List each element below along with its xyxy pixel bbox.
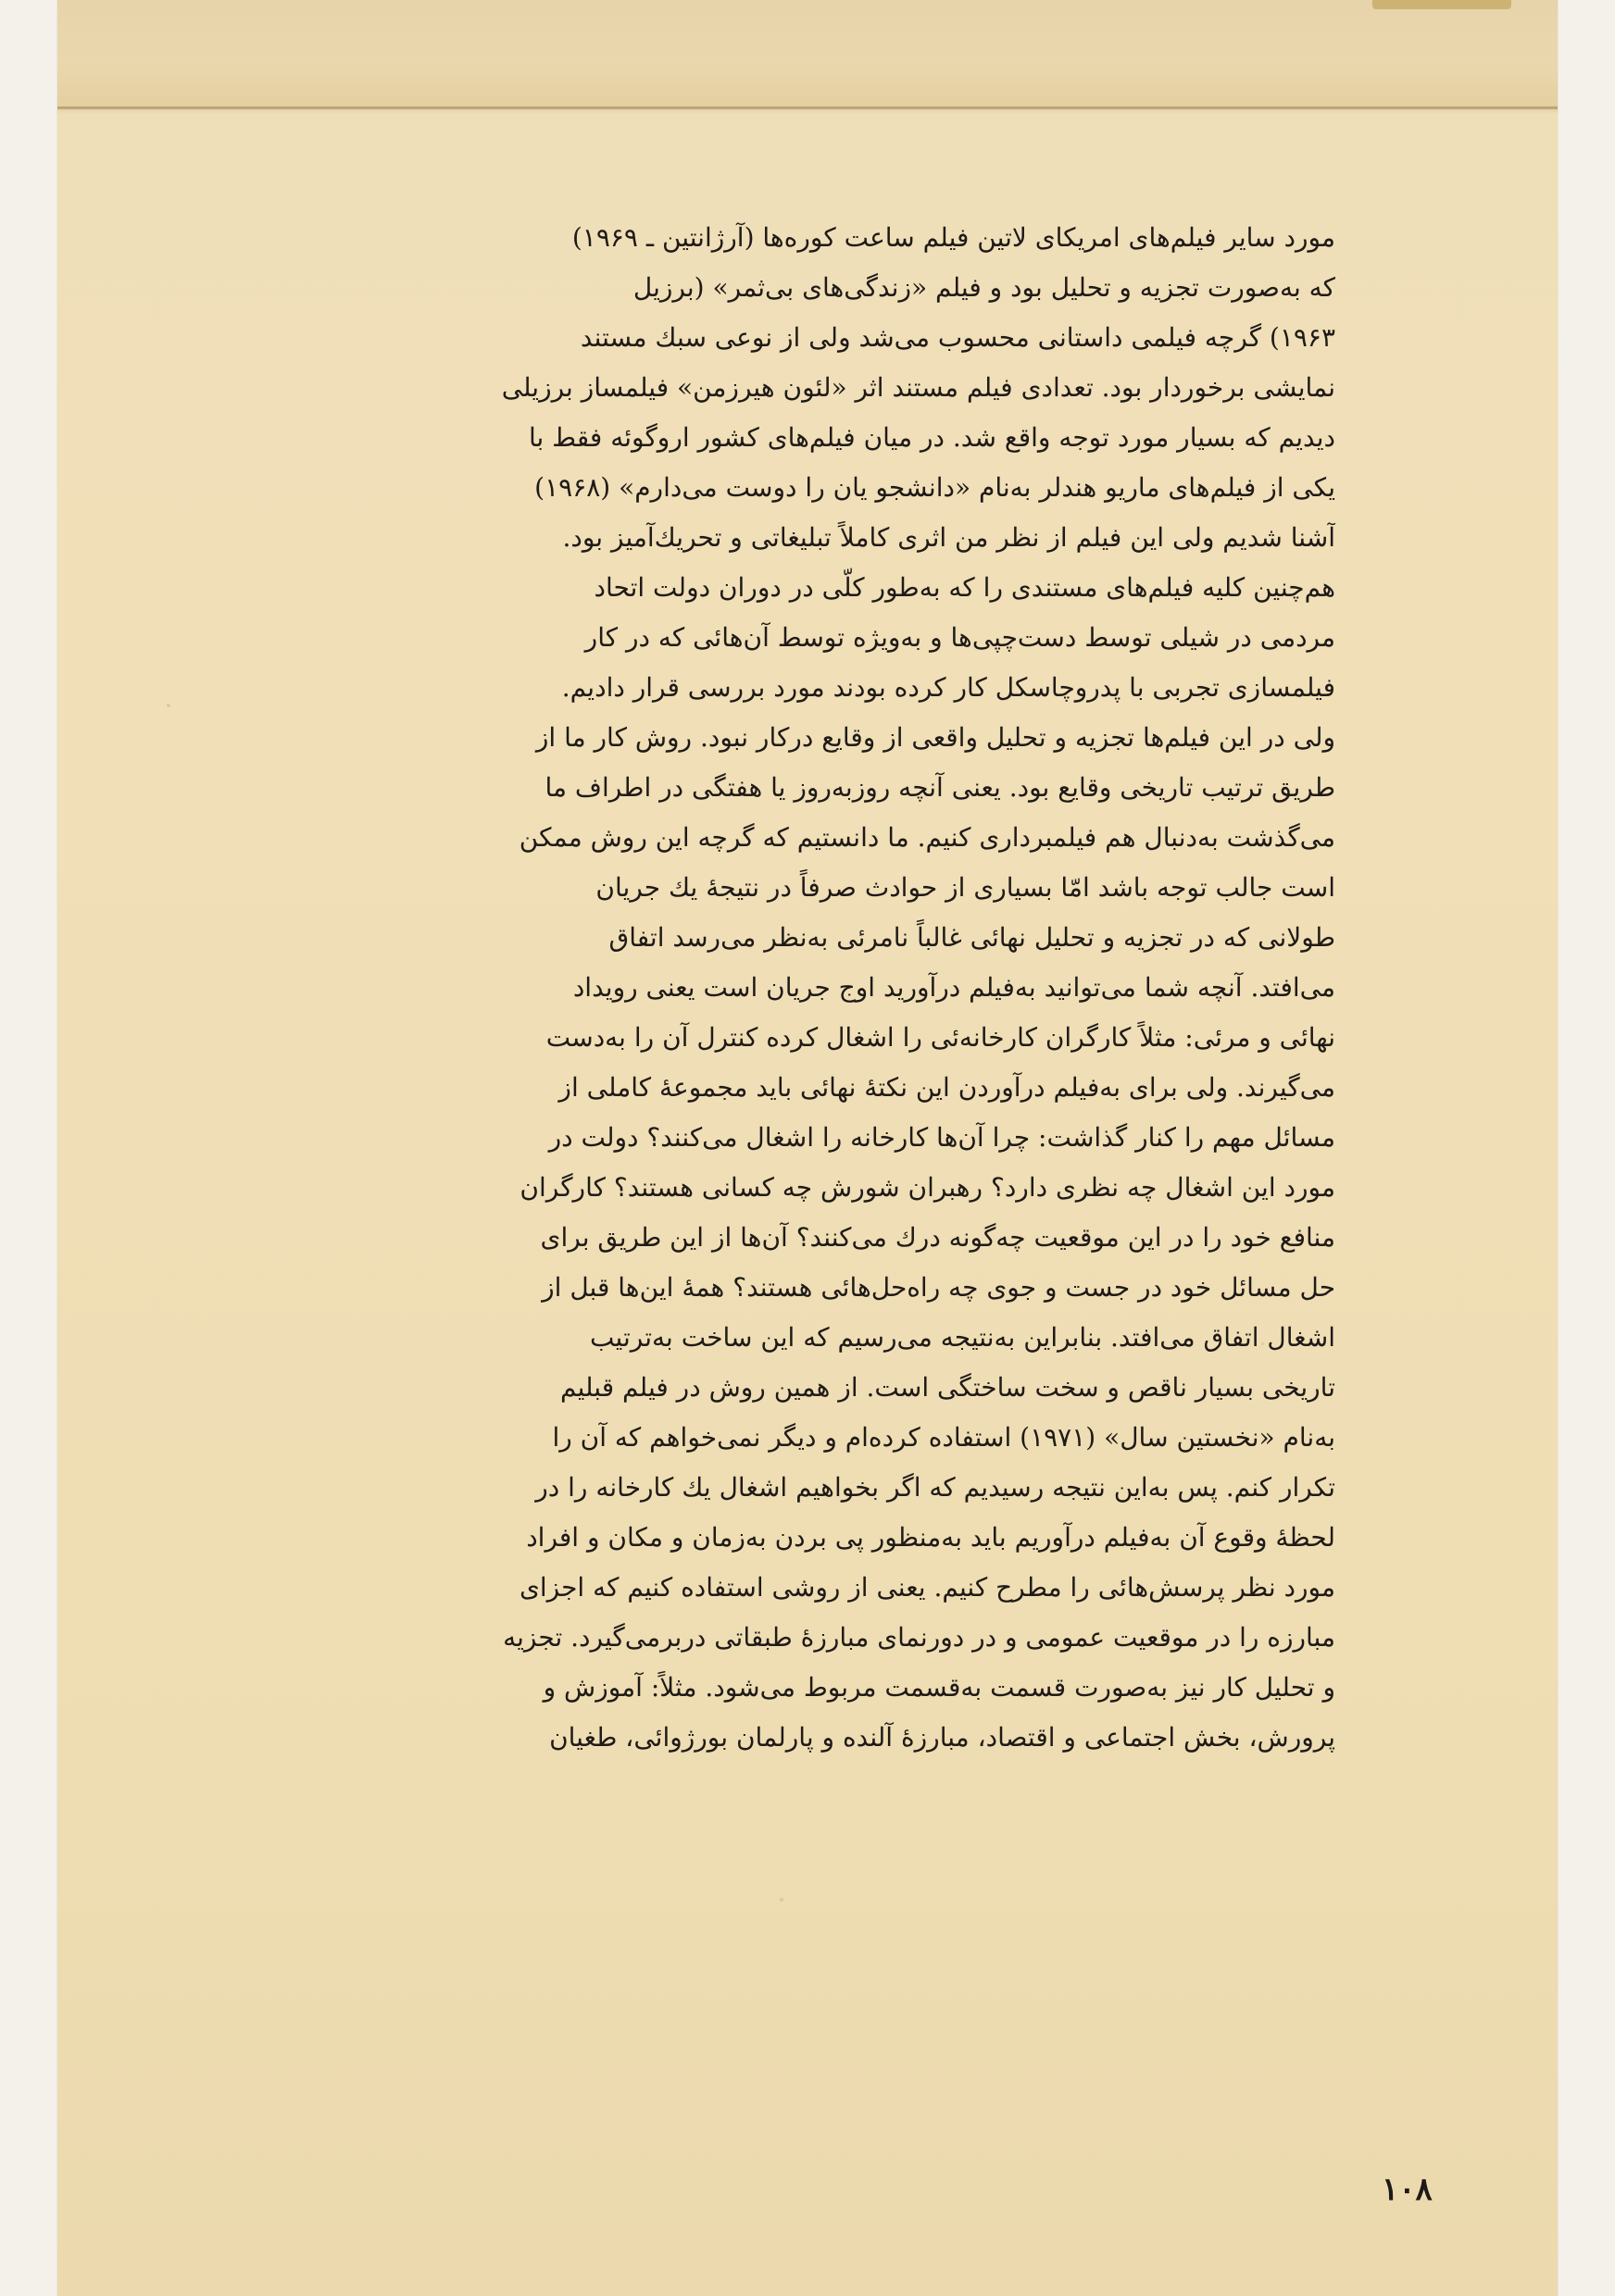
body-line: ولی در این فیلم‌ها تجزیه و تحلیل واقعی از وقایع درکار نبود. روش کار ما از: [535, 722, 1335, 753]
body-line: مورد این اشغال چه نظری دارد؟ رهبران شورش چه کسانی هستند؟ کارگران: [520, 1172, 1335, 1203]
paper-speckle: [1261, 1342, 1264, 1345]
body-line: مردمی در شیلی توسط دست‌چپی‌ها و به‌ویژه توسط آن‌هائی که در کار: [584, 622, 1335, 653]
body-line: آشنا شدیم ولی این فیلم از نظر من اثری کاملاً تبلیغاتی و تحریك‌آمیز بود.: [562, 522, 1335, 553]
body-line: و تحلیل کار نیز به‌صورت قسمت به‌قسمت مربوط می‌شود. مثلاً: آموزش و: [543, 1672, 1335, 1703]
body-line: به‌نام «نخستین سال» (۱۹۷۱) استفاده کرده‌ام و دیگر نمی‌خواهم که آن را: [552, 1422, 1335, 1453]
body-line: مورد سایر فیلم‌های امریکای لاتین فیلم ساعت کوره‌ها (آرژانتین ـ ۱۹۶۹): [571, 222, 1335, 253]
body-line: تاریخی بسیار ناقص و سخت ساختگی است. از همین روش در فیلم قبلیم: [559, 1372, 1335, 1403]
body-line: طریق ترتیب تاریخی وقایع بود. یعنی آنچه روزبه‌روز یا هفتگی در اطراف ما: [545, 772, 1335, 803]
body-line: مسائل مهم را کنار گذاشت: چرا آن‌ها کارخانه را اشغال می‌کنند؟ دولت در: [548, 1122, 1335, 1153]
paper-speckle: [167, 704, 170, 707]
body-line: تکرار کنم. پس به‌این نتیجه رسیدیم که اگر بخواهیم اشغال یك کارخانه را در: [535, 1472, 1335, 1503]
page-number: ۱۰۸: [1382, 2171, 1433, 2208]
body-line: است جالب توجه باشد امّا بسیاری از حوادث صرفاً در نتیجهٔ یك جریان: [595, 872, 1335, 903]
body-line: طولانی که در تجزیه و تحلیل نهائی غالباً نامرئی به‌نظر می‌رسد اتفاق: [608, 922, 1335, 953]
body-line: اشغال اتفاق می‌افتد. بنابراین به‌نتیجه می‌رسیم که این ساخت به‌ترتیب: [590, 1322, 1335, 1353]
body-line: یکی از فیلم‌های ماریو هندلر به‌نام «دانشجو یان را دوست می‌دارم» (۱۹۶۸): [534, 472, 1335, 503]
paper-speckle: [780, 1898, 783, 1902]
body-line: نمایشی برخوردار بود. تعدادی فیلم مستند اثر «لئون هیرزمن» فیلمساز برزیلی: [501, 372, 1335, 403]
body-line: دیدیم که بسیار مورد توجه واقع شد. در میان فیلم‌های کشور اروگوئه فقط با: [528, 422, 1335, 453]
body-line: حل مسائل خود در جست و جوی چه راه‌حل‌هائی هستند؟ همهٔ این‌ها قبل از: [542, 1272, 1335, 1303]
body-line: می‌گیرند. ولی برای به‌فیلم درآوردن این نکتهٔ نهائی باید مجموعهٔ کاملی از: [558, 1072, 1335, 1103]
body-line: مبارزه را در موقعیت عمومی و در دورنمای مبارزهٔ طبقاتی دربرمی‌گیرد. تجزیه: [503, 1622, 1335, 1653]
body-line: ۱۹۶۳) گرچه فیلمی داستانی محسوب می‌شد ولی از نوعی سبك مستند: [580, 322, 1335, 353]
page-corner-tab: [1372, 0, 1511, 9]
body-line: پرورش، بخش اجتماعی و اقتصاد، مبارزهٔ آلنده و پارلمان بورژوائی، طغیان: [549, 1722, 1335, 1753]
page-top-fold: [57, 0, 1558, 109]
body-line: منافع خود را در این موقعیت چه‌گونه درك می‌کنند؟ آن‌ها از این طریق برای: [540, 1222, 1335, 1253]
body-line: می‌گذشت به‌دنبال هم فیلمبرداری کنیم. ما دانستیم که گرچه این روش ممکن: [519, 822, 1335, 853]
body-line: هم‌چنین کلیه فیلم‌های مستندی را که به‌طور کلّی در دوران دولت اتحاد: [594, 572, 1335, 603]
body-line: لحظهٔ وقوع آن به‌فیلم درآوریم باید به‌منظور پی بردن به‌زمان و مکان و افراد: [526, 1522, 1335, 1553]
body-line: مورد نظر پرسش‌هائی را مطرح کنیم. یعنی از روشی استفاده کنیم که اجزای: [519, 1572, 1335, 1603]
body-line: که به‌صورت تجزیه و تحلیل بود و فیلم «زندگی‌های بی‌ثمر» (برزیل: [632, 272, 1335, 303]
body-text: [243, 213, 1335, 1763]
body-line: می‌افتد. آنچه شما می‌توانید به‌فیلم درآورید اوج جریان است یعنی رویداد: [572, 972, 1335, 1003]
body-line: نهائی و مرئی: مثلاً کارگران کارخانه‌ئی را اشغال کرده کنترل آن را به‌دست: [545, 1022, 1335, 1053]
body-line: فیلمسازی تجربی با پدروچاسکل کار کرده بودند مورد بررسی قرار دادیم.: [561, 672, 1335, 703]
paper-page: [57, 0, 1558, 2296]
